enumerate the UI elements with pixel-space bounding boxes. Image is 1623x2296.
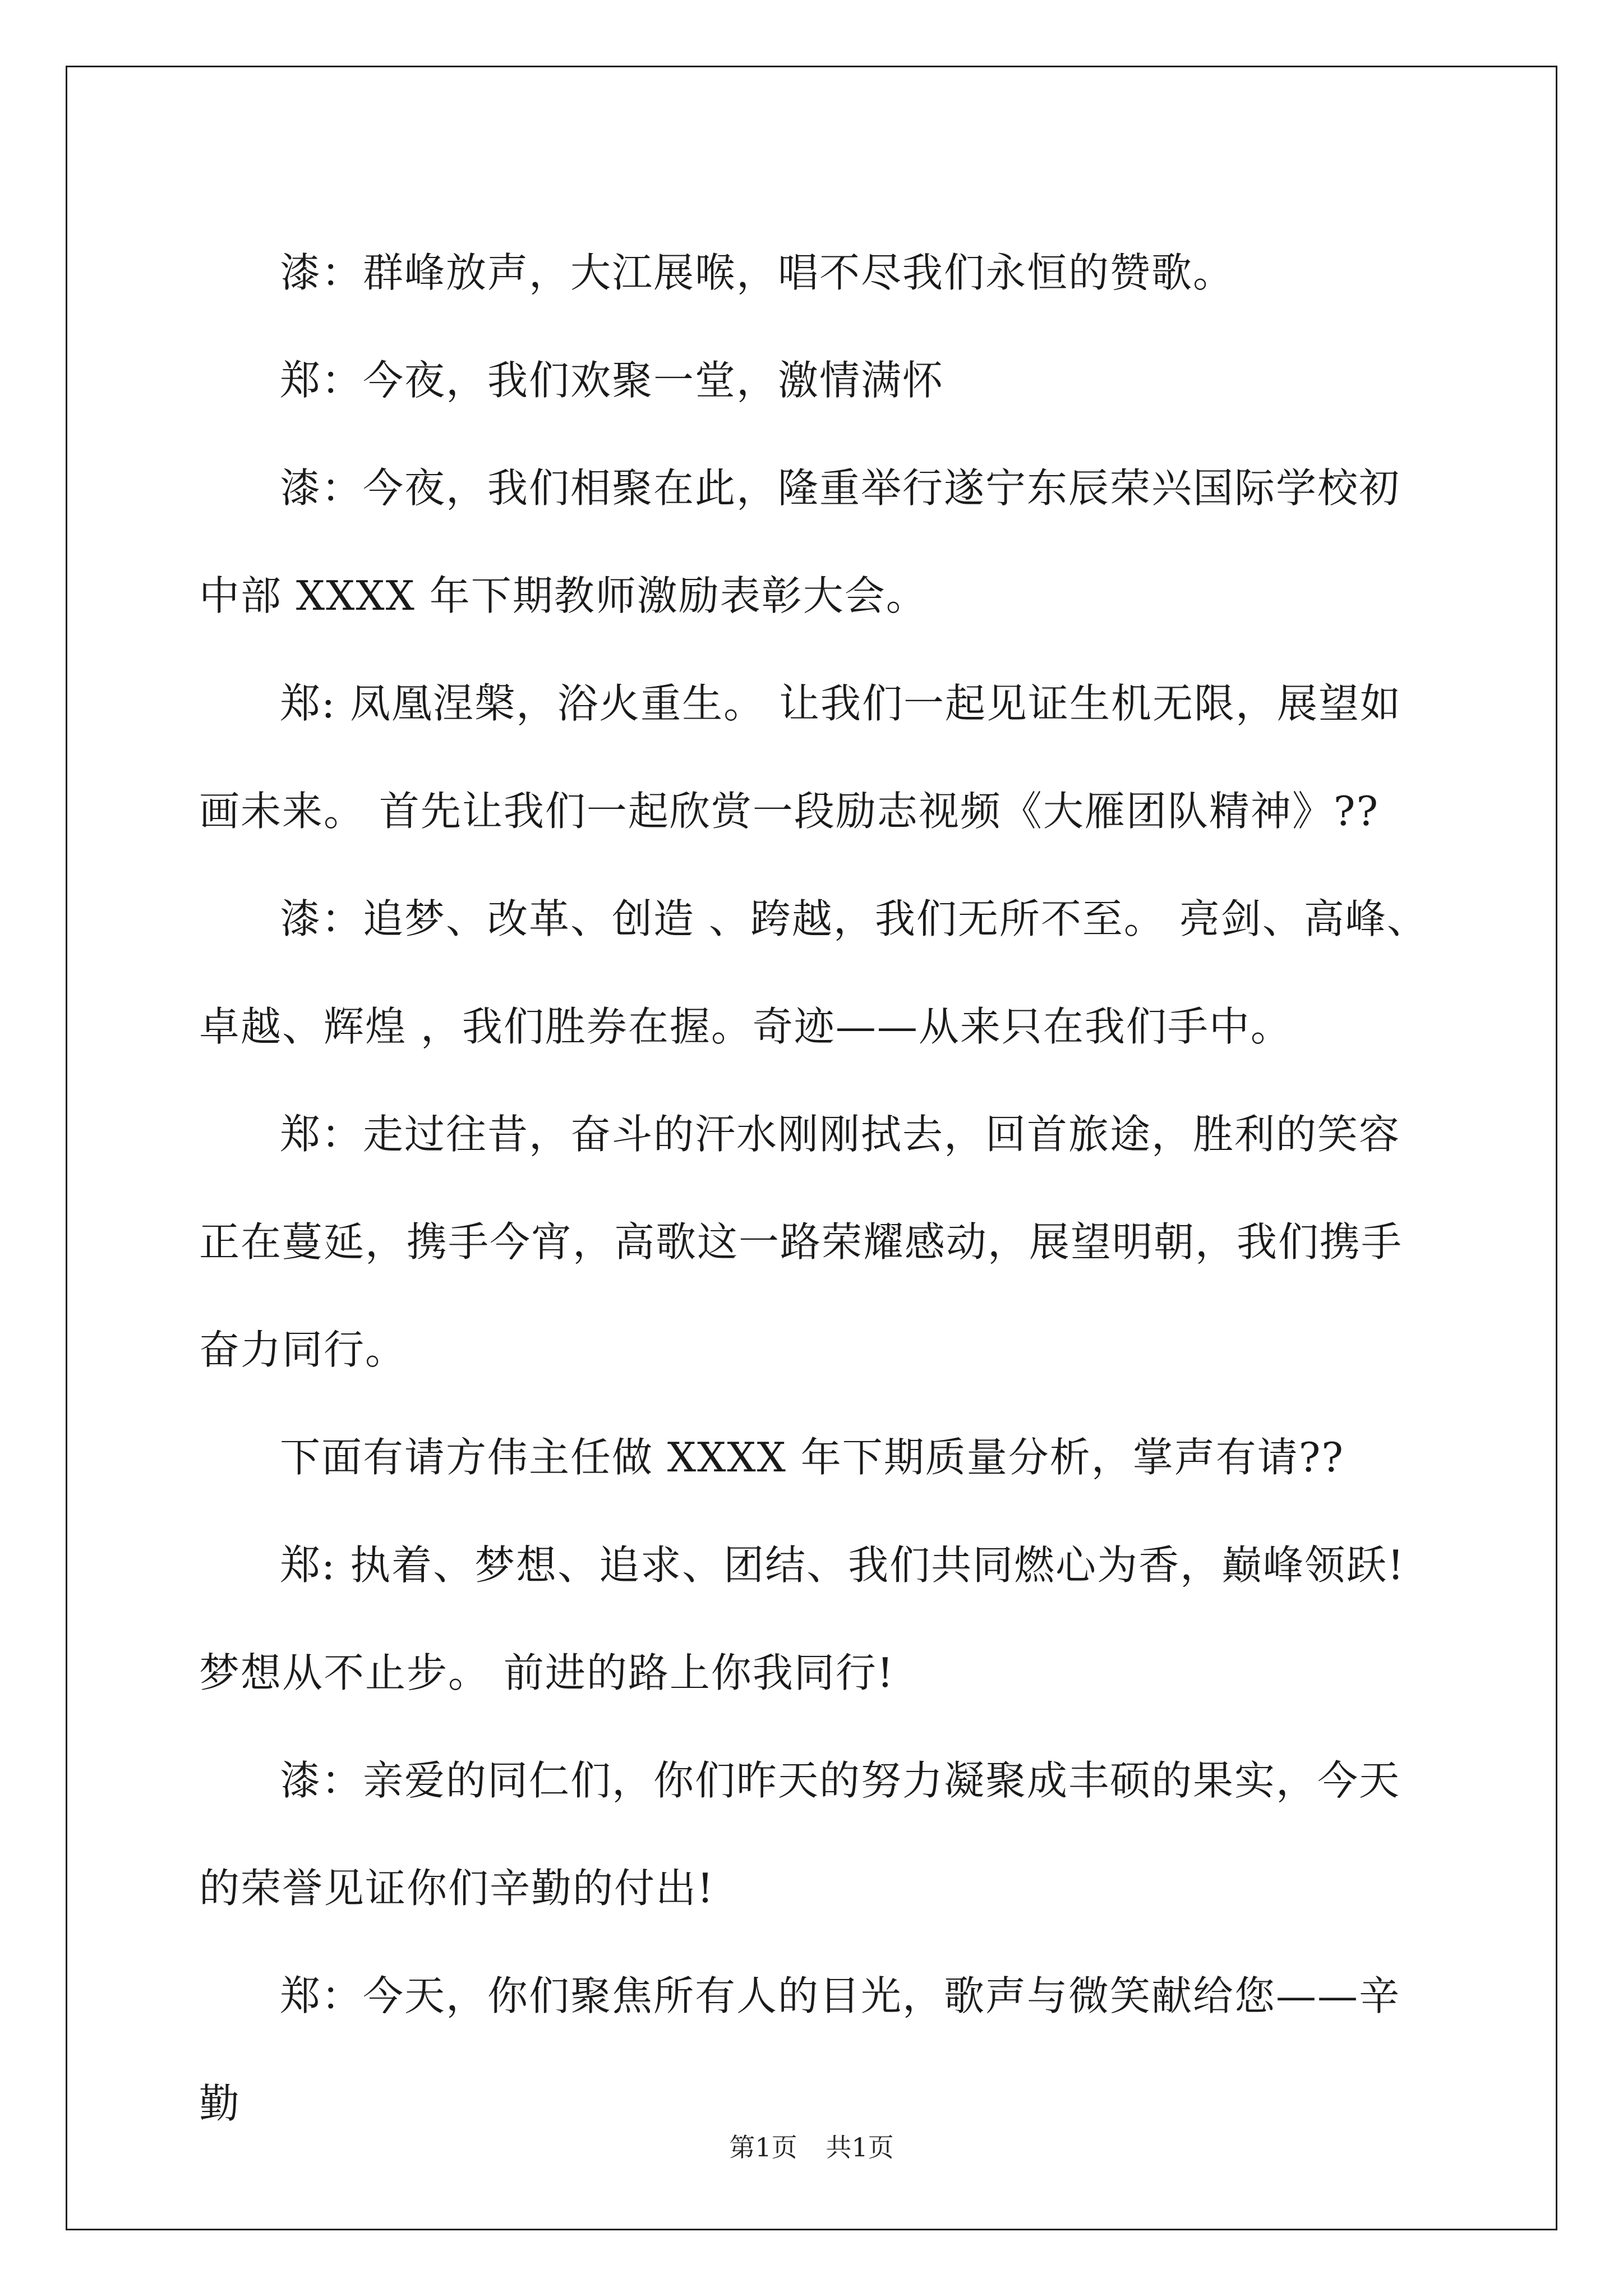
paragraph-10: 郑：今天，你们聚焦所有人的目光，歌声与微笑献给您——辛勤 bbox=[199, 1972, 1401, 2127]
page-number-total: 共1页 bbox=[826, 2132, 894, 2162]
page-number-current: 第1页 bbox=[729, 2132, 797, 2162]
paragraph-8: 郑: 执着、梦想、追求、团结、我们共同燃心为香，巅峰领跃!梦想从不止步。 前进的路上你我同行! bbox=[199, 1542, 1405, 1696]
paragraph-5: 漆：追梦、改革、创造 、跨越，我们无所不至。 亮剑、高峰、卓越、辉煌 ，我们胜券在握。奇迹——从来只在我们手中。 bbox=[199, 895, 1428, 1050]
paragraph-4: 郑: 凤凰涅槃，浴火重生。 让我们一起见证生机无限，展望如画未来。 首先让我们一起欣赏一段励志视频《大雁团队精神》?? bbox=[199, 680, 1402, 835]
paragraph-6: 郑：走过往昔，奋斗的汗水刚刚拭去，回首旅途，胜利的笑容正在蔓延，携手今宵，高歌这一路荣耀感动，展望明朝，我们携手奋力同行。 bbox=[199, 1111, 1403, 1373]
paragraph-1: 漆：群峰放声，大江展喉，唱不尽我们永恒的赞歌。 bbox=[280, 249, 1235, 296]
paragraph-3: 漆：今夜，我们相聚在此，隆重举行遂宁东辰荣兴国际学校初中部 XXXX 年下期教师激励表彰大会。 bbox=[199, 464, 1401, 619]
paragraph-7: 下面有请方伟主任做 XXXX 年下期质量分析，掌声有请?? bbox=[280, 1434, 1345, 1481]
document-body bbox=[199, 219, 1433, 2157]
paragraph-9: 漆：亲爱的同仁们，你们昨天的努力凝聚成丰硕的果实，今天的荣誉见证你们辛勤的付出! bbox=[199, 1757, 1401, 1912]
paragraph-2: 郑：今夜，我们欢聚一堂，激情满怀 bbox=[280, 357, 944, 404]
page-footer bbox=[0, 2131, 1623, 2164]
